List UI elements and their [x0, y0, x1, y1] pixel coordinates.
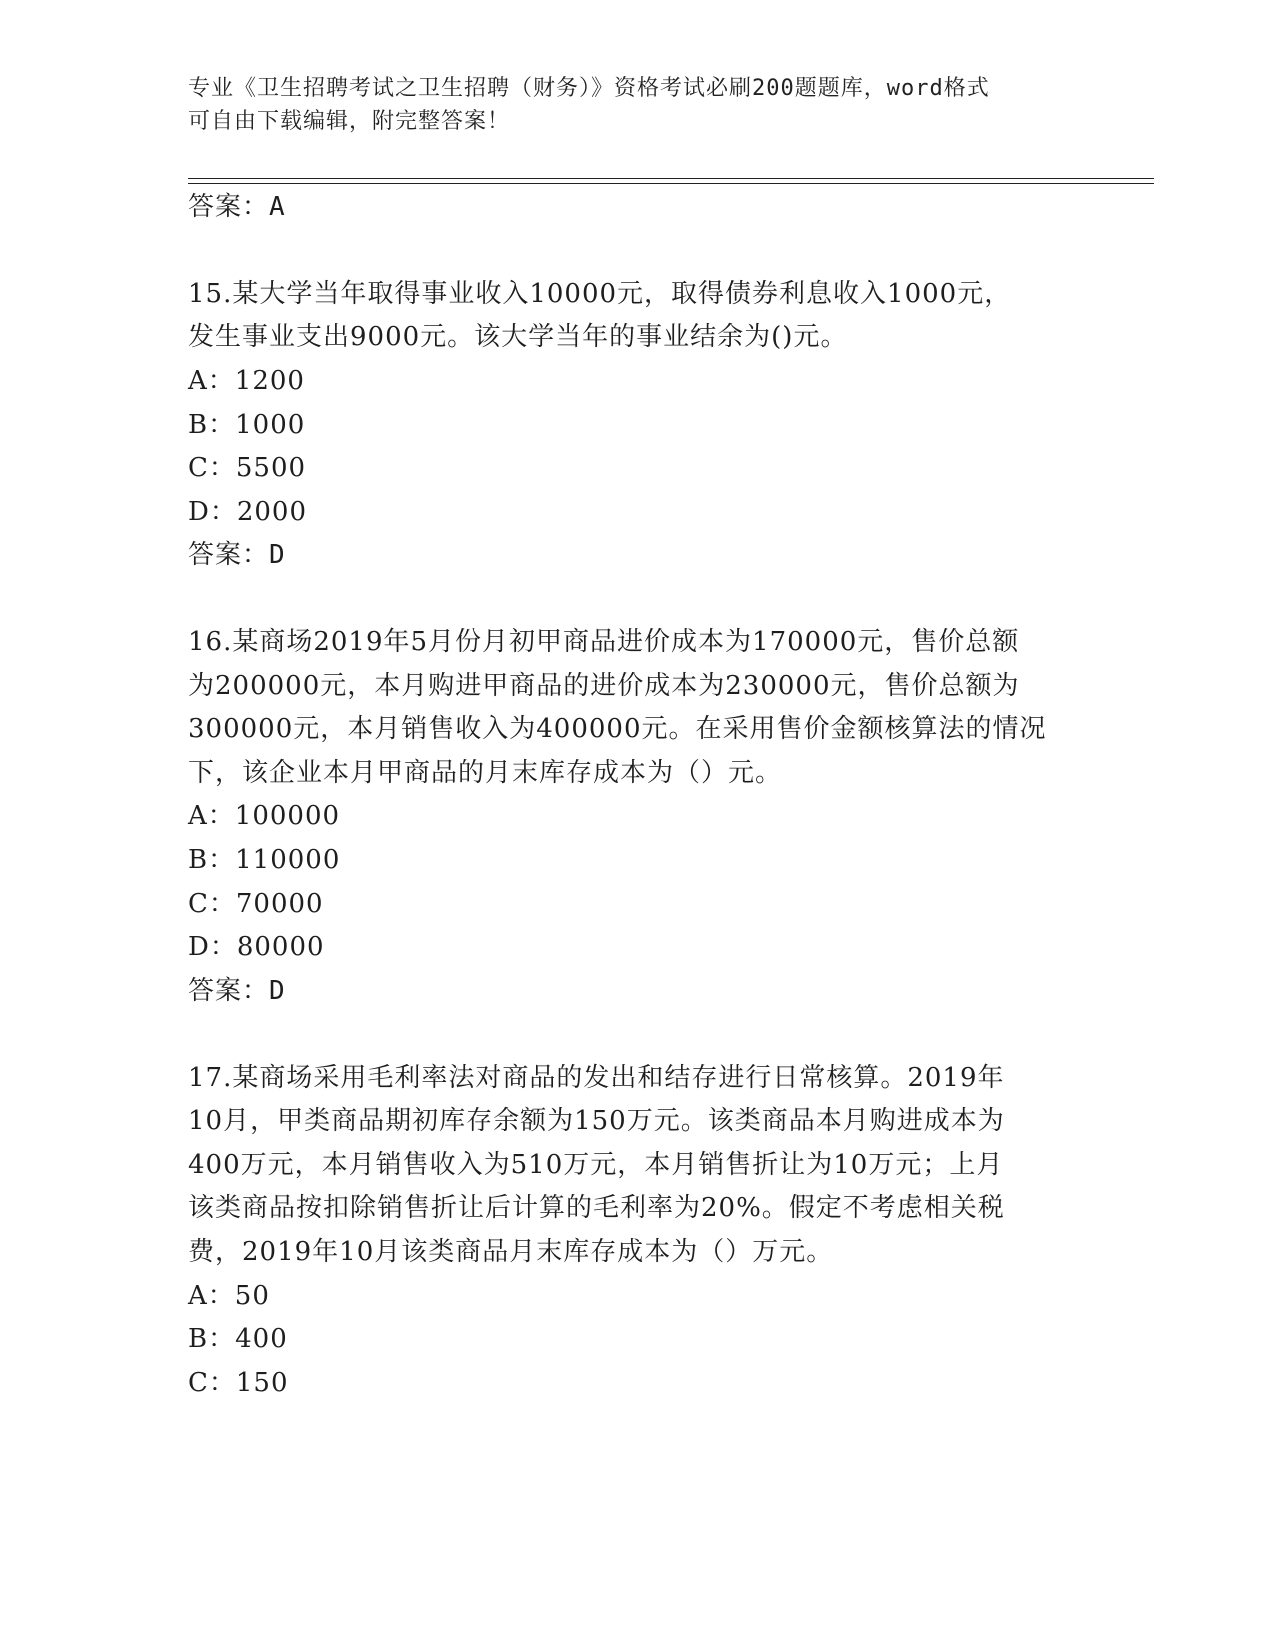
option-d: D：80000 [188, 932, 325, 962]
option-b: B：110000 [188, 845, 341, 875]
header-line-2: 可自由下载编辑，附完整答案！ [188, 109, 511, 134]
option-b: B：400 [188, 1324, 288, 1354]
question-text-line: 300000元，本月销售收入为400000元。在采用售价金额核算法的情况 [188, 714, 1047, 744]
question-text-line: 10月，甲类商品期初库存余额为150万元。该类商品本月购进成本为 [188, 1106, 1005, 1136]
option-d: D：2000 [188, 497, 308, 527]
option-b: B：1000 [188, 410, 306, 440]
question-text-line: 发生事业支出9000元。该大学当年的事业结余为()元。 [188, 322, 848, 352]
question-text-line: 16.某商场2019年5月份月初甲商品进价成本为170000元，售价总额 [188, 627, 1020, 657]
question-text-line: 下，该企业本月甲商品的月末库存成本为（）元。 [188, 758, 783, 788]
question-text-line: 17.某商场采用毛利率法对商品的发出和结存进行日常核算。2019年 [188, 1063, 1005, 1093]
answer-line: 答案：D [188, 540, 286, 570]
question-text-line: 15.某大学当年取得事业收入10000元，取得债券利息收入1000元， [188, 279, 1012, 309]
option-a: A：50 [188, 1281, 270, 1311]
question-text-line: 为200000元，本月购进甲商品的进价成本为230000元，售价总额为 [188, 671, 1020, 701]
option-a: A：1200 [188, 366, 305, 396]
question-text-line: 该类商品按扣除销售折让后计算的毛利率为20%。假定不考虑相关税 [188, 1193, 1005, 1223]
document-body [188, 0, 1088, 1650]
answer-line: 答案：D [188, 976, 286, 1006]
question-text-line: 400万元，本月销售收入为510万元，本月销售折让为10万元；上月 [188, 1150, 1004, 1180]
option-a: A：100000 [188, 801, 341, 831]
question-text-line: 费，2019年10月该类商品月末库存成本为（）万元。 [188, 1237, 834, 1267]
option-c: C：150 [188, 1368, 289, 1398]
answer-line: 答案：A [188, 192, 286, 222]
header-line-1: 专业《卫生招聘考试之卫生招聘（财务）》资格考试必刷200题题库，word格式 [188, 76, 990, 101]
option-c: C：5500 [188, 453, 307, 483]
option-c: C：70000 [188, 889, 324, 919]
